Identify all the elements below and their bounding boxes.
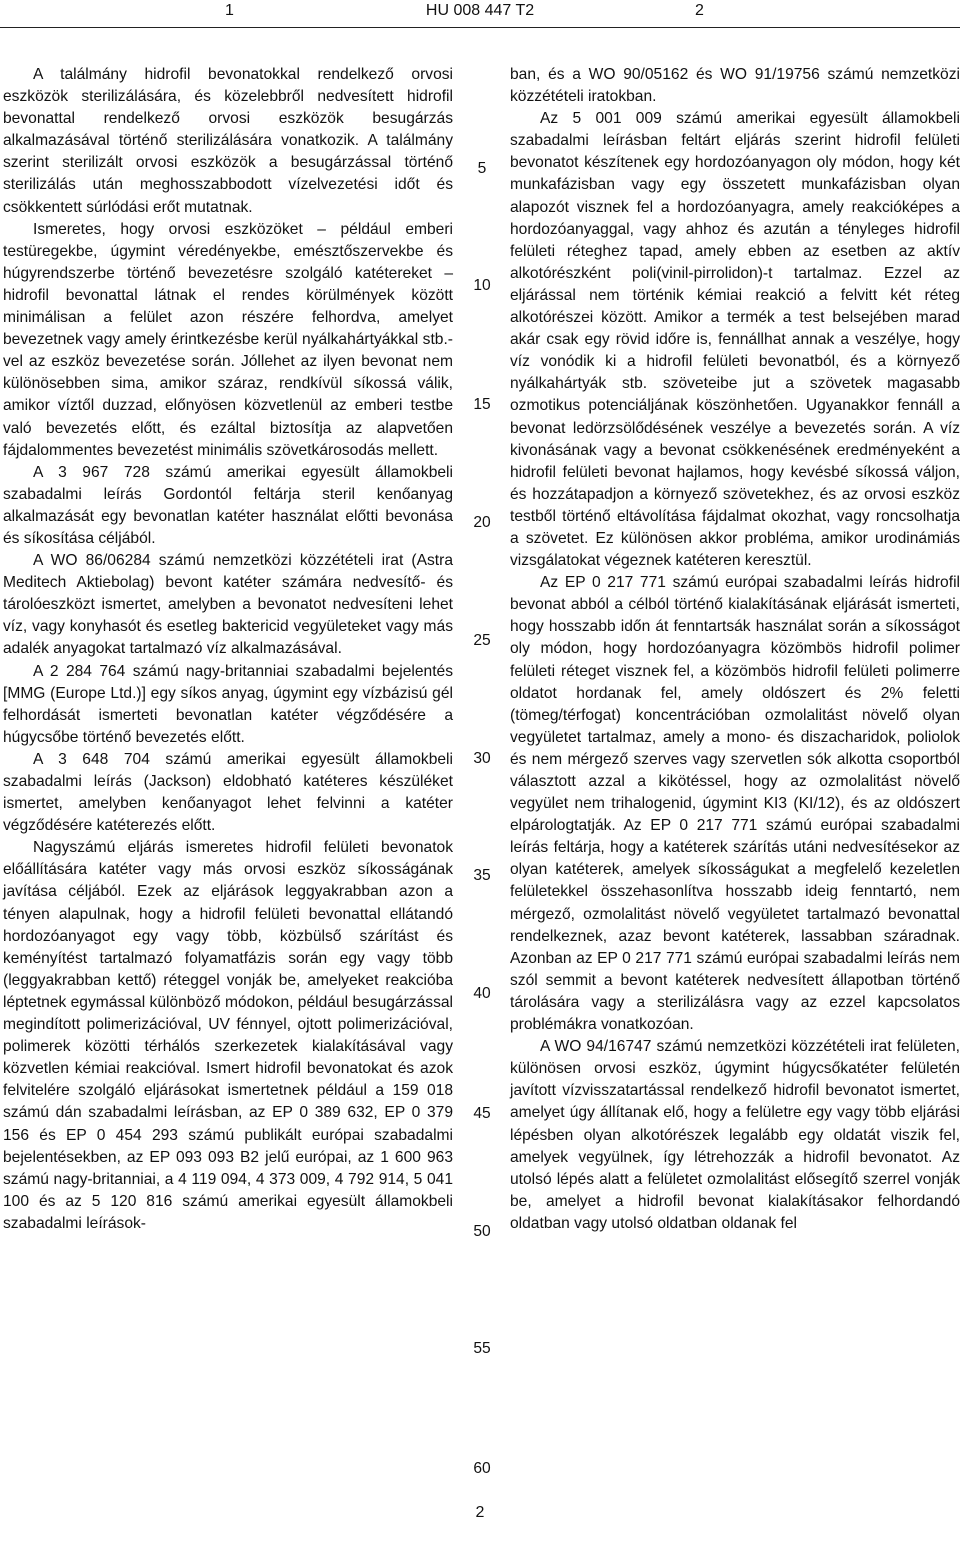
line-number: 30 [473, 750, 491, 767]
document-id: HU 008 447 T2 [425, 2, 535, 19]
paragraph: A 2 284 764 számú nagy-britanniai szabadalmi bejelentés [MMG (Europe Ltd.)] egy síkos anyag, úgymint egy vízbázisú gél felhordását ismerteti bevonatlan katéter végződésére a húgycsőbe történő bevezetés előtt. [3, 662, 453, 746]
page-footer-number: 2 [475, 1504, 485, 1521]
line-number: 55 [473, 1340, 491, 1357]
line-number: 20 [473, 514, 491, 531]
line-number: 60 [473, 1460, 491, 1477]
paragraph: A WO 86/06284 számú nemzetközi közzétételi irat (Astra Meditech Aktiebolag) bevont katéter számára nedvesítő- és tárolóeszközt ismertet, amelyben a bevonatot nedvesíteni lehet víz, vagy konyhasót és esetleg baktericid vegyületeket vagy más adalék anyagokat tartalmazó víz alkalmazásával. [3, 552, 453, 658]
right-page-number: 2 [695, 2, 704, 19]
line-number: 15 [473, 396, 491, 413]
paragraph: A 3 648 704 számú amerikai egyesült államokbeli szabadalmi leírás (Jackson) eldobható katéteres készüléket ismertet, amelyben kenőanyagot lehet felvinni a katéter végződésére katéterezés előtt. [3, 750, 453, 835]
left-page-number: 1 [225, 2, 234, 19]
left-column [3, 64, 453, 1235]
line-number: 25 [473, 632, 491, 649]
paragraph: Nagyszámú eljárás ismeretes hidrofil felületi bevonatok előállítására katéter vagy más orvosi eszköz síkosságának javítása céljából. Ezek az eljárások leggyakrabban azon a tényen alapulnak, hogy a hidrofil felületi bevonattal ellátandó hordozóanyagot egy vagy több, közbülső szárítást és keményítést tartalmazó folyamatfázis során egy vagy több (leggyakrabban kettő) réteggel vonják be, amelyeket reakcióba léptetnek egymással különböző módokon, például besugárzással megindított polimerizációval, UV fénnyel, ojtott polimerizációval, polimerek közötti térhálós szerkezetek kialakításával vagy közvetlen kémiai reakcióval. Ismert hidrofil bevonatokat és azok felvitelére szolgáló eljárásokat ismertetnek például a 159 018 számú dán szabadalmi leírásban, az EP 0 389 632, EP 0 379 156 és EP 0 454 293 számú publikált európai szabadalmi bejelentésekben, az EP 093 093 B2 jelű európai, az 1 600 963 számú nagy-britanniai, a 4 119 094, 4 373 009, 4 792 914, 5 041 100 és az 5 120 816 számú amerikai egyesült államokbeli szabadalmi leírások- [3, 839, 453, 1232]
paragraph: A találmány hidrofil bevonatokkal rendelkező orvosi eszközök sterilizálására, és közelebbről nedvesített hidrofil bevonattal rendelkező orvosi eszközök besugárzás alkalmazásával történő sterilizálására vonatkozik. A találmány szerint sterilizált orvosi eszközök a besugárzással történő sterilizálás után meghosszabbodott vízelvezetési időt és csökkentett súrlódási erőt mutatnak. [3, 66, 453, 216]
paragraph: Ismeretes, hogy orvosi eszközöket – például emberi testüregekbe, úgymint véredényekbe, emésztőszervekbe és húgyrendszerbe történő bevezetésre szolgáló katétereket – hidrofil bevonattal látnak el rendes körülmények között minimálisan a felület azon részére felhordva, amelyet bevezetnek vagy amely érintkezésbe kerül nyálkahártyákkal stb.-vel az eszköz bevezetése során. Jóllehet az ilyen bevonat nem különösebben sima, amikor száraz, rendkívül síkossá válik, amikor víztől duzzad, előnyösen közvetlenül az emberi testbe való bevezetés előtt, és ezáltal biztosítja az alapvetően fájdalommentes bevezetést minimális szövetkárosodás mellett. [3, 220, 453, 459]
line-number: 45 [473, 1105, 491, 1122]
line-number: 40 [473, 985, 491, 1002]
line-number: 10 [473, 277, 491, 294]
paragraph: A 3 967 728 számú amerikai egyesült államokbeli szabadalmi leírás Gordontól feltárja steril kenőanyag alkalmazását egy bevonatlan katéter használat előtti bevonása és síkosítása céljából. [3, 463, 453, 547]
paragraph-continuation: ban, és a WO 90/05162 és WO 91/19756 számú nemzetközi közzétételi iratokban. [510, 66, 960, 106]
paragraph: A WO 94/16747 számú nemzetközi közzétételi irat felületen, különösen orvosi eszköz, úgymint húgycsőkatéter felületén javított vízvisszatartással rendelkező hidrofil bevonatot ismertet, amelyet úgy állítanak elő, hogy a felületre egy vagy több eljárási lépésben olyan alkotórészek legalább egy oldatát viszik fel, amelyek vegyülnek, így létrehozzák a hidrofil bevonatot. Az utolsó lépés alatt a felületet ozmolalitást elősegítő szerrel vonják be, amelyet a hidrofil bevonat kialakításakor felhordandó oldatban vagy utolsó oldatban oldanak fel [510, 1038, 960, 1232]
right-column [510, 64, 960, 1235]
paragraph: Az EP 0 217 771 számú európai szabadalmi leírás hidrofil bevonat abból a célból történő kialakításának eljárását ismerteti, hogy hosszabb időn át fenntartsák használat során a síkosságot oly módon, hogy hordozóanyagra közömbös hidrofil polimer felületi réteget visznek fel, a közömbös hidrofil felületi polimerre oldatot hordanak fel, amely oldószert és 2% feletti (tömeg/térfogat) koncentrációban ozmolalitást növelő olyan vegyületet tartalmaz, amely a mono- és diszacharidok, poliolok és nem mérgező szerves vagy szervetlen sók alkotta csoportból választott azzal a kikötéssel, hogy az ozmolalitást növelő vegyület nem trihalogenid, úgymint KI3 (KI/12), és az oldószert elpárologtatják. Az EP 0 217 771 számú európai szabadalmi leírás feltárja, hogy a katéterek szárítás utáni nedvesítésekor az olyan katéterek, amelyek síkosságukat a megfelelő kezeletlen felületekkel összehasonlítva hosszabb ideig fenntartó, nem mérgező, ozmolalitást növelő vegyületet tartalmazó bevonattal rendelkeznek, azaz bevont katéterek, lassabban száradnak. Azonban az EP 0 217 771 számú európai szabadalmi leírás nem szól semmit a bevont katéterek nedvesített állapotban történő tárolására vagy a sterilizálásra vagy az ezzel kapcsolatos problémákra vonatkozóan. [510, 574, 960, 1034]
header-rule [0, 27, 960, 28]
line-number: 5 [477, 160, 487, 177]
line-number: 50 [473, 1223, 491, 1240]
page-header [0, 2, 960, 26]
line-number: 35 [473, 867, 491, 884]
paragraph: Az 5 001 009 számú amerikai egyesült államokbeli szabadalmi leírásban feltárt eljárás szerint hidrofil felületi bevonatot készítenek egy hordozóanyagon oly módon, hogy két munkafázisban vagy egy összetett munkafázisban olyan alapozót visznek fel a hordozóanyagra, amely reakcióképes a hordozóanyaggal, vagy ahhoz és azután a tényleges hidrofil felületi réteghez tapad, amely ebben az esetben az aktív alkotórészként poli(vinil-pirrolidon)-t tartalmaz. Ezzel az eljárással nem történik kémiai reakció a felvitt két réteg alkotórészei között. Amikor a termék a test belsejében marad akár csak egy rövid időre is, fennállhat annak a veszélye, hogy víz vonódik ki a hidrofil felületi bevonatból, és a környező nyálkahártyák stb. szöveteibe jut a szövetek magasabb ozmotikus potenciáljának köszönhetően. Ugyanakkor fennáll a bevonat ledörzsölődésének veszélye a bevezetés során. A víz kivonásának vagy a bevonat csökkenésének eredményeként a hidrofil felületi bevonat hajlamos, hogy kevésbé síkossá váljon, és hozzátapadjon a környező szövetekhez, és az orvosi eszköz testből történő eltávolítása fájdalmat okozhat, vagy roncsolhatja a szövetet. Ez különösen akkor probléma, amikor urodinámiás vizsgálatokat végeznek katéteren keresztül. [510, 110, 960, 570]
